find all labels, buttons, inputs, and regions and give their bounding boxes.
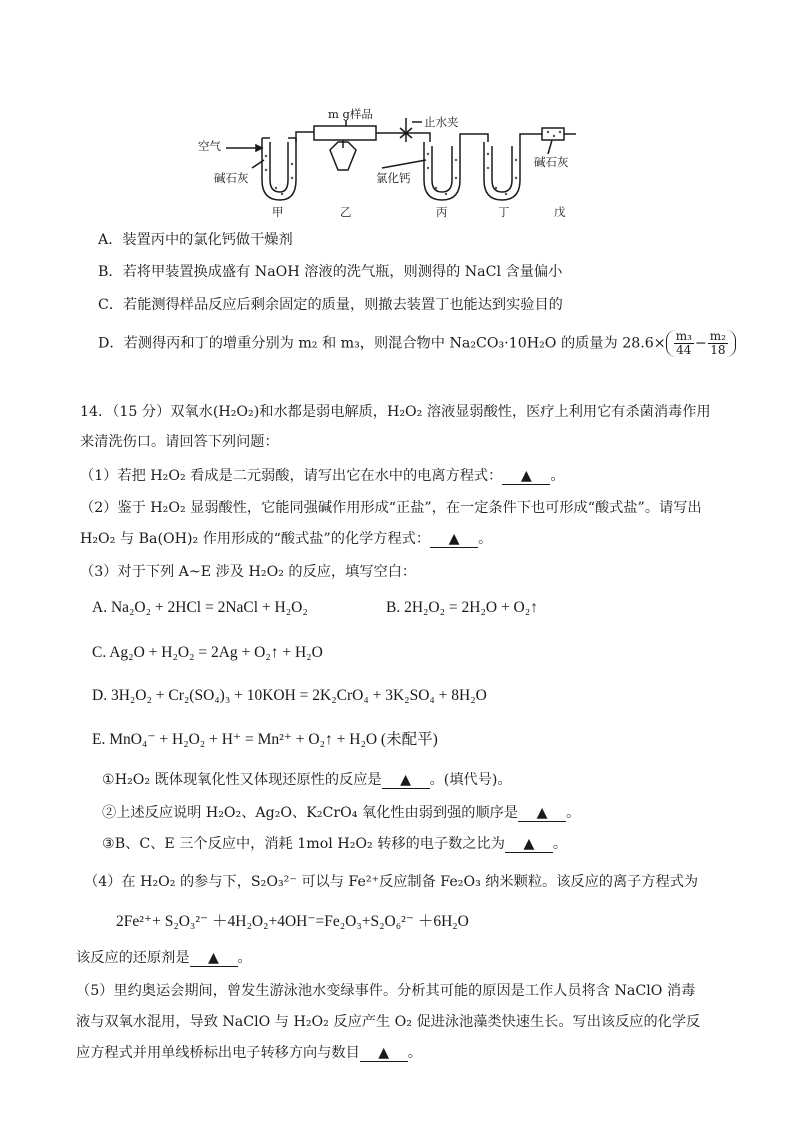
q14-part5-line3 <box>76 1043 422 1063</box>
q13-option-b: B．若将甲装置换成盛有 NaOH 溶液的洗气瓶，则测得的 NaCl 含量偏小 <box>98 264 563 280</box>
q14-sub1 <box>102 770 512 790</box>
triangle-icon: ▲ <box>448 531 460 547</box>
q14-part2-line1: （2）鉴于 H₂O₂ 显弱酸性，它能同强碱作用形成“正盐”，在一定条件下也可形成“酸式盐”。请写出 <box>80 500 702 516</box>
period: 。 <box>407 1045 422 1061</box>
q14-part4-question-text: 该反应的还原剂是 <box>76 950 190 966</box>
apparatus-drawing <box>196 108 580 220</box>
q14-part4-equation: 2Fe²⁺+ S₂O₃²⁻ ＋4H₂O₂+4OH⁻=Fe₂O₃+S₂O₆²⁻ ＋6H₂O <box>116 913 469 930</box>
equation-b: B. 2H₂O₂ = 2H₂O + O₂↑ <box>386 599 538 616</box>
fraction-numerator: m₂ <box>709 329 726 343</box>
q14-sub2-text: ②上述反应说明 H₂O₂、Ag₂O、K₂CrO₄ 氧化性由弱到强的顺序是 <box>102 805 519 821</box>
minus-sign: − <box>694 335 707 352</box>
label-jia: 甲 <box>272 205 284 219</box>
period: 。 <box>552 836 568 852</box>
q14-part2-line2 <box>80 529 492 549</box>
q14-sub3 <box>102 834 567 854</box>
q13-option-d <box>98 330 736 357</box>
period: 。 <box>550 468 565 484</box>
fraction-m3-44 <box>674 330 694 357</box>
q14-sub3-text: ③B、C、E 三个反应中，消耗 1mol H₂O₂ 转移的电子数之比为 <box>102 836 505 852</box>
q14-part5-line1: （5）里约奥运会期间，曾发生游泳池水变绿事件。分析其可能的原因是工作人员将含 NaClO 消毒 <box>76 983 696 999</box>
answer-blank[interactable] <box>502 468 550 485</box>
equation-c: C. Ag₂O + H₂O₂ = 2Ag + O₂↑ + H₂O <box>92 644 323 661</box>
answer-blank[interactable] <box>518 805 566 822</box>
q14-intro-line2: 来清洗伤口。请回答下列问题： <box>80 434 279 450</box>
q14-part5-text: 应方程式并用单线桥标出电子转移方向与数目 <box>76 1045 360 1061</box>
label-clamp: 止水夹 <box>424 115 459 129</box>
label-cacl2: 氯化钙 <box>376 171 411 185</box>
fraction-numerator: m₃ <box>675 329 692 343</box>
label-air: 空气 <box>198 139 221 153</box>
q14-part1-text: （1）若把 H₂O₂ 看成是二元弱酸，请写出它在水中的电离方程式： <box>80 468 503 484</box>
q14-part1 <box>80 466 565 486</box>
answer-blank[interactable] <box>505 836 553 853</box>
q13-option-a: A．装置丙中的氯化钙做干燥剂 <box>98 232 293 248</box>
triangle-icon: ▲ <box>208 950 219 966</box>
period: 。 <box>478 531 493 547</box>
period: 。 <box>566 805 581 821</box>
apparatus-diagram <box>196 108 580 220</box>
equation-d: D. 3H₂O₂ + Cr₂(SO₄)₃ + 10KOH = 2K₂CrO₄ + 3K₂SO₄ + 8H₂O <box>92 687 487 704</box>
fill-hint: 。(填代号)。 <box>429 772 512 788</box>
answer-blank[interactable] <box>190 950 238 967</box>
label-yi: 乙 <box>340 205 352 219</box>
label-bing: 丙 <box>436 205 448 219</box>
triangle-icon: ▲ <box>536 805 548 821</box>
triangle-icon: ▲ <box>523 836 535 852</box>
q14-part5-line2: 液与双氧水混用，导致 NaClO 与 H₂O₂ 反应产生 O₂ 促进泳池藻类快速生长。写出该反应的化学反 <box>76 1014 701 1030</box>
triangle-icon: ▲ <box>520 468 532 484</box>
equation-a: A. Na₂O₂ + 2HCl = 2NaCl + H₂O₂ <box>92 599 308 616</box>
q14-part4: （4）在 H₂O₂ 的参与下，S₂O₃²⁻ 可以与 Fe²⁺反应制备 Fe₂O₃ 纳米颗粒。该反应的离子方程式为 <box>84 874 699 890</box>
label-wu: 戊 <box>554 205 566 219</box>
equation-e: E. MnO₄⁻ + H₂O₂ + H⁺ = Mn²⁺ + O₂↑ + H₂O (未配平) <box>92 731 438 748</box>
q13-option-c: C．若能测得样品反应后剩余固定的质量，则撤去装置丁也能达到实验目的 <box>98 297 563 313</box>
fraction-expression <box>666 330 736 357</box>
label-sample: m g样品 <box>328 107 373 121</box>
fraction-m2-18 <box>708 330 728 357</box>
triangle-icon: ▲ <box>400 772 412 788</box>
period: 。 <box>237 950 252 966</box>
q14-intro-line1: 14．（15 分）双氧水(H₂O₂)和水都是弱电解质，H₂O₂ 溶液显弱酸性，医疗上利用它有杀菌消毒作用 <box>80 404 711 420</box>
fraction-denominator: 18 <box>710 343 726 357</box>
q14-sub2 <box>102 803 580 823</box>
answer-blank[interactable] <box>360 1045 408 1062</box>
q14-part3: （3）对于下列 A~E 涉及 H₂O₂ 的反应，填写空白： <box>80 564 417 580</box>
q13-option-d-text: D．若测得丙和丁的增重分别为 m₂ 和 m₃，则混合物中 Na₂CO₃·10H₂O 的质量为 28.6× <box>98 335 666 352</box>
fraction-denominator: 44 <box>676 343 692 357</box>
q14-part4-question <box>76 948 252 968</box>
label-soda-lime-right: 碱石灰 <box>534 155 569 169</box>
q14-sub1-text: ①H₂O₂ 既体现氧化性又体现还原性的反应是 <box>102 772 382 788</box>
q14-part2-text: H₂O₂ 与 Ba(OH)₂ 作用形成的“酸式盐”的化学方程式： <box>80 531 431 547</box>
label-soda-lime-left: 碱石灰 <box>214 171 249 185</box>
answer-blank[interactable] <box>382 772 430 789</box>
label-ding: 丁 <box>498 205 510 219</box>
triangle-icon: ▲ <box>378 1045 390 1061</box>
answer-blank[interactable] <box>430 531 478 548</box>
